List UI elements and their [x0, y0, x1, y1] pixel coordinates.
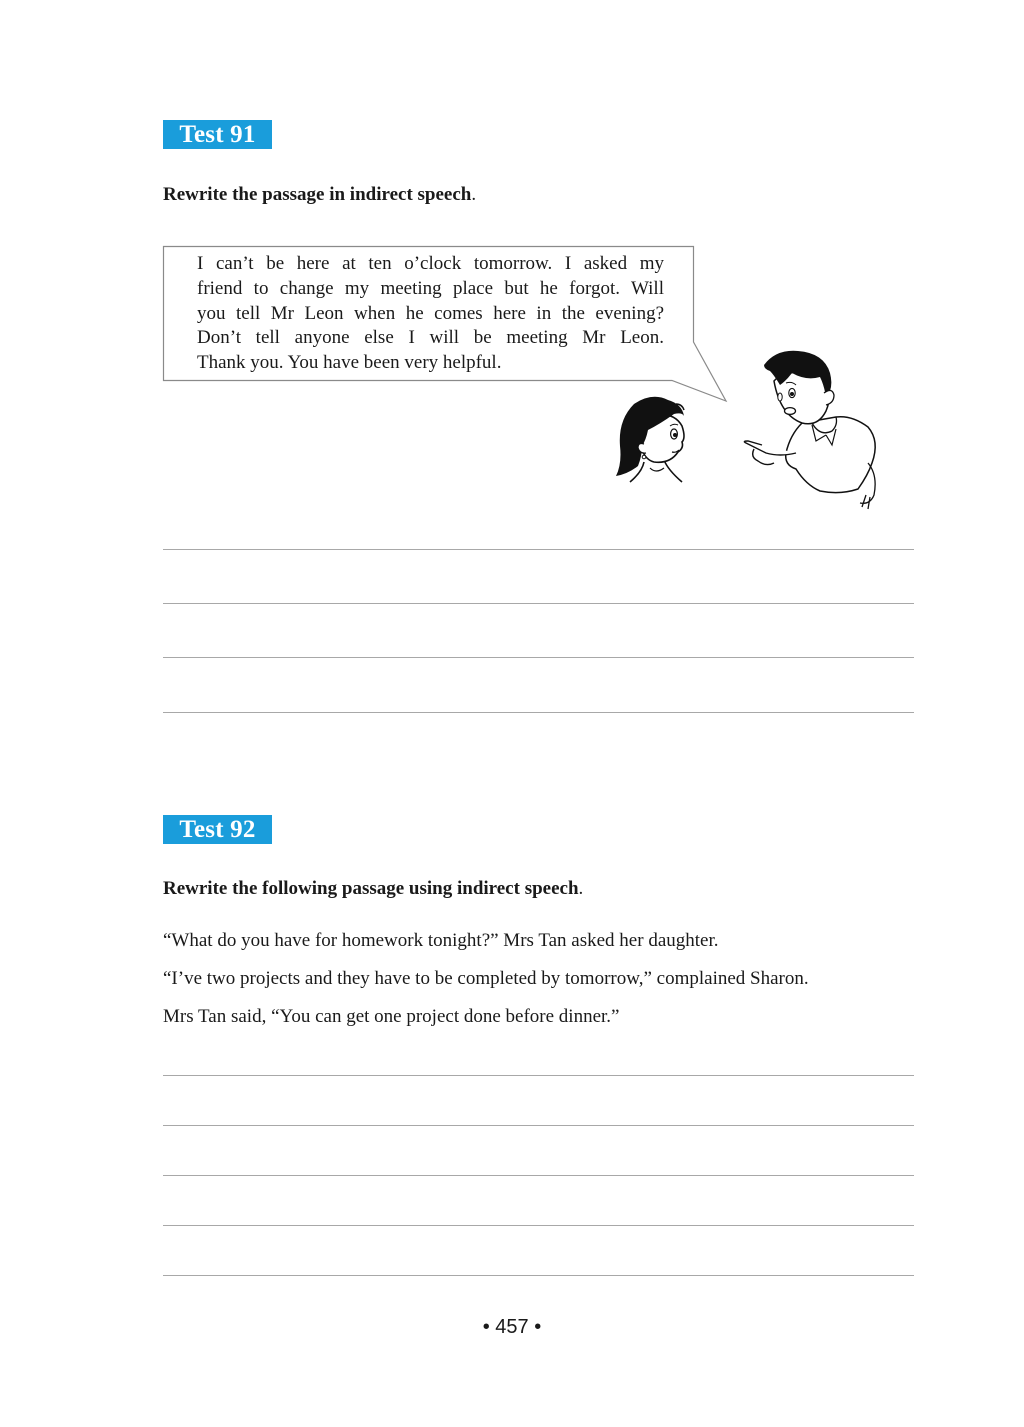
answer-line[interactable]	[163, 1075, 914, 1076]
answer-line[interactable]	[163, 657, 914, 658]
test-91-instruction	[163, 184, 476, 206]
girl-illustration	[612, 390, 692, 490]
bubble-line: Thank you. You have been very helpful.	[197, 352, 502, 374]
answer-line[interactable]	[163, 1225, 914, 1226]
answer-line[interactable]	[163, 1125, 914, 1126]
test-92-badge: Test 92	[163, 815, 272, 844]
test-92-instruction-text: Rewrite the following passage using indirect speech	[163, 878, 579, 899]
passage-line: Mrs Tan said, “You can get one project done before dinner.”	[163, 1006, 620, 1027]
test-91-instruction-text: Rewrite the passage in indirect speech	[163, 184, 472, 205]
answer-line[interactable]	[163, 1275, 914, 1276]
answer-line[interactable]	[163, 603, 914, 604]
test-91-instruction-period: .	[471, 184, 477, 205]
passage-line: “I’ve two projects and they have to be completed by tomorrow,” complained Sharon.	[163, 968, 809, 989]
boy-pointing-illustration	[740, 345, 885, 515]
speech-bubble-text	[197, 252, 664, 376]
bubble-line: you tell Mr Leon when he comes here in the evening?	[197, 302, 664, 324]
passage-line: “What do you have for homework tonight?” Mrs Tan asked her daughter.	[163, 930, 719, 951]
answer-line[interactable]	[163, 1175, 914, 1176]
test-91-badge: Test 91	[163, 120, 272, 149]
test-92-instruction	[163, 878, 583, 900]
bubble-line: I can’t be here at ten o’clock tomorrow. I asked my	[197, 253, 664, 274]
bubble-line: Don’t tell anyone else I will be meeting Mr Leon.	[197, 327, 664, 349]
page-number: • 457 •	[482, 1316, 542, 1338]
test-92-instruction-period: .	[578, 878, 584, 899]
answer-line[interactable]	[163, 712, 914, 713]
answer-line[interactable]	[163, 549, 914, 550]
bubble-line: friend to change my meeting place but he forgot. Will	[197, 277, 664, 299]
